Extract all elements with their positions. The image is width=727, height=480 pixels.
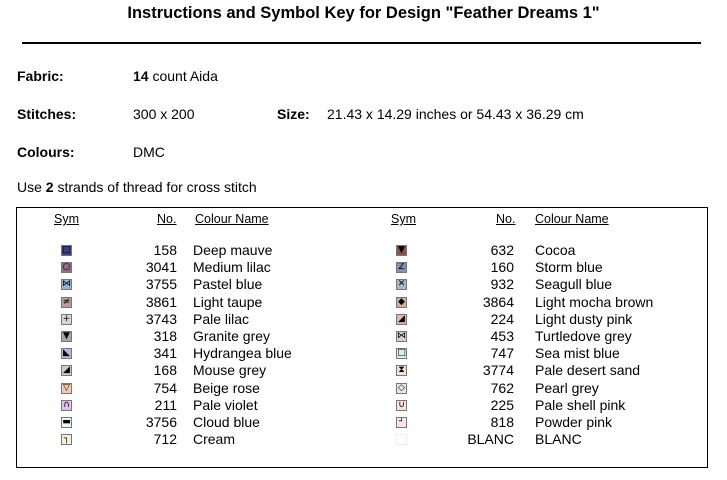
title-divider (22, 42, 701, 44)
strands-post: strands of thread for cross stitch (53, 179, 257, 195)
symbol-swatch: ◇ (396, 383, 407, 394)
fabric-label: Fabric: (17, 68, 64, 84)
symbol-swatch: ≠ (62, 296, 71, 307)
colours-value: DMC (133, 144, 165, 160)
symbol-swatch: ◣ (61, 348, 72, 359)
symbol-swatch: □ (397, 348, 406, 359)
header-sym-left: Sym (54, 212, 79, 226)
stitches-value: 300 x 200 (133, 106, 195, 122)
symbol-swatch: ◢ (61, 365, 72, 376)
dmc-number: 3755 (145, 276, 177, 293)
symbol-swatch: ⧗ (396, 365, 407, 376)
size-label: Size: (277, 106, 310, 122)
fabric-value (133, 68, 218, 84)
colour-name: Cream (193, 431, 236, 448)
dmc-number: 211 (154, 396, 177, 413)
colours-label: Colours: (17, 144, 75, 160)
fabric-type: count Aida (148, 68, 218, 84)
colour-name: Granite grey (193, 328, 271, 344)
document-title: Instructions and Symbol Key for Design "Feather Dreams 1" (127, 4, 600, 22)
dmc-number: 3774 (482, 362, 514, 379)
strands-instruction (17, 179, 257, 195)
symbol-swatch: □ (62, 245, 71, 255)
colour-name: Powder pink (535, 414, 613, 430)
dmc-number: 712 (153, 431, 177, 448)
dmc-number: 453 (490, 328, 514, 344)
symbol-swatch: ○ (62, 262, 71, 273)
symbol-swatch: ▼ (396, 245, 407, 256)
dmc-number: 225 (490, 396, 514, 413)
colour-name: Turtledove grey (535, 328, 632, 344)
colour-name: Pastel blue (193, 276, 263, 293)
symbol-swatch: ∩ (61, 400, 72, 411)
symbol-swatch: ▼ (61, 331, 72, 342)
symbol-swatch: ⋈ (62, 279, 71, 290)
symbol-swatch: ▬ (62, 417, 71, 427)
symbol-swatch: + (62, 313, 71, 324)
dmc-number: 224 (490, 310, 514, 327)
dmc-number: 158 (153, 242, 177, 258)
dmc-number: 762 (490, 379, 514, 396)
dmc-number: 818 (490, 414, 514, 430)
colour-name: Pearl grey (535, 379, 599, 396)
colour-name: Light mocha brown (535, 293, 654, 310)
dmc-number: 3756 (145, 414, 177, 430)
dmc-number: 632 (490, 242, 514, 258)
colour-name: Hydrangea blue (193, 345, 292, 362)
dmc-number: 168 (153, 362, 177, 379)
colour-name: Pale desert sand (535, 362, 641, 379)
colour-name: Storm blue (535, 259, 603, 276)
colour-name: Mouse grey (193, 362, 267, 379)
dmc-number: 341 (153, 345, 177, 362)
strands-count: 2 (45, 179, 54, 195)
colour-name: Seagull blue (535, 276, 613, 293)
colour-name: Pale violet (193, 396, 258, 413)
colour-name: Light taupe (193, 293, 263, 310)
dmc-number: 318 (153, 328, 177, 344)
colour-name: Pale lilac (193, 310, 250, 327)
colour-name: Pale shell pink (535, 396, 626, 413)
symbol-swatch: ⋈ (397, 331, 406, 341)
header-no-right: No. (496, 212, 516, 226)
header-name-right: Colour Name (535, 212, 609, 226)
colour-name: Medium lilac (193, 259, 271, 276)
header-sym-right: Sym (391, 212, 416, 226)
colour-name: Cocoa (535, 242, 576, 258)
dmc-number: 160 (490, 259, 514, 276)
strands-pre: Use (17, 179, 46, 195)
dmc-number: 3861 (145, 293, 177, 310)
symbol-swatch: ▽ (61, 383, 72, 394)
stitches-label: Stitches: (17, 106, 77, 122)
header-no-left: No. (157, 212, 177, 226)
colour-name: Light dusty pink (535, 310, 633, 327)
dmc-number: 3864 (482, 293, 514, 310)
header-name-left: Colour Name (195, 212, 269, 226)
symbol-swatch: ┘ (396, 417, 407, 428)
colour-name: Sea mist blue (535, 345, 620, 362)
colour-name: BLANC (535, 431, 582, 448)
dmc-number: 932 (490, 276, 514, 293)
colour-name: Beige rose (193, 379, 260, 396)
symbol-swatch: ∪ (396, 400, 407, 411)
dmc-number: 3743 (145, 310, 177, 327)
size-value: 21.43 x 14.29 inches or 54.43 x 36.29 cm (327, 106, 584, 122)
colour-name: Cloud blue (193, 414, 260, 430)
dmc-number: BLANC (467, 431, 514, 448)
symbol-swatch: ◆ (396, 297, 407, 308)
symbol-swatch: ◢ (396, 314, 407, 325)
dmc-number: 747 (490, 345, 514, 362)
symbol-swatch (396, 434, 407, 445)
fabric-count: 14 (133, 68, 149, 84)
symbol-swatch: Z (396, 262, 407, 273)
symbol-swatch: ✕ (397, 279, 406, 290)
colour-name: Deep mauve (193, 242, 273, 258)
dmc-number: 754 (153, 379, 177, 396)
symbol-swatch: ┐ (61, 434, 72, 445)
dmc-number: 3041 (145, 259, 177, 276)
